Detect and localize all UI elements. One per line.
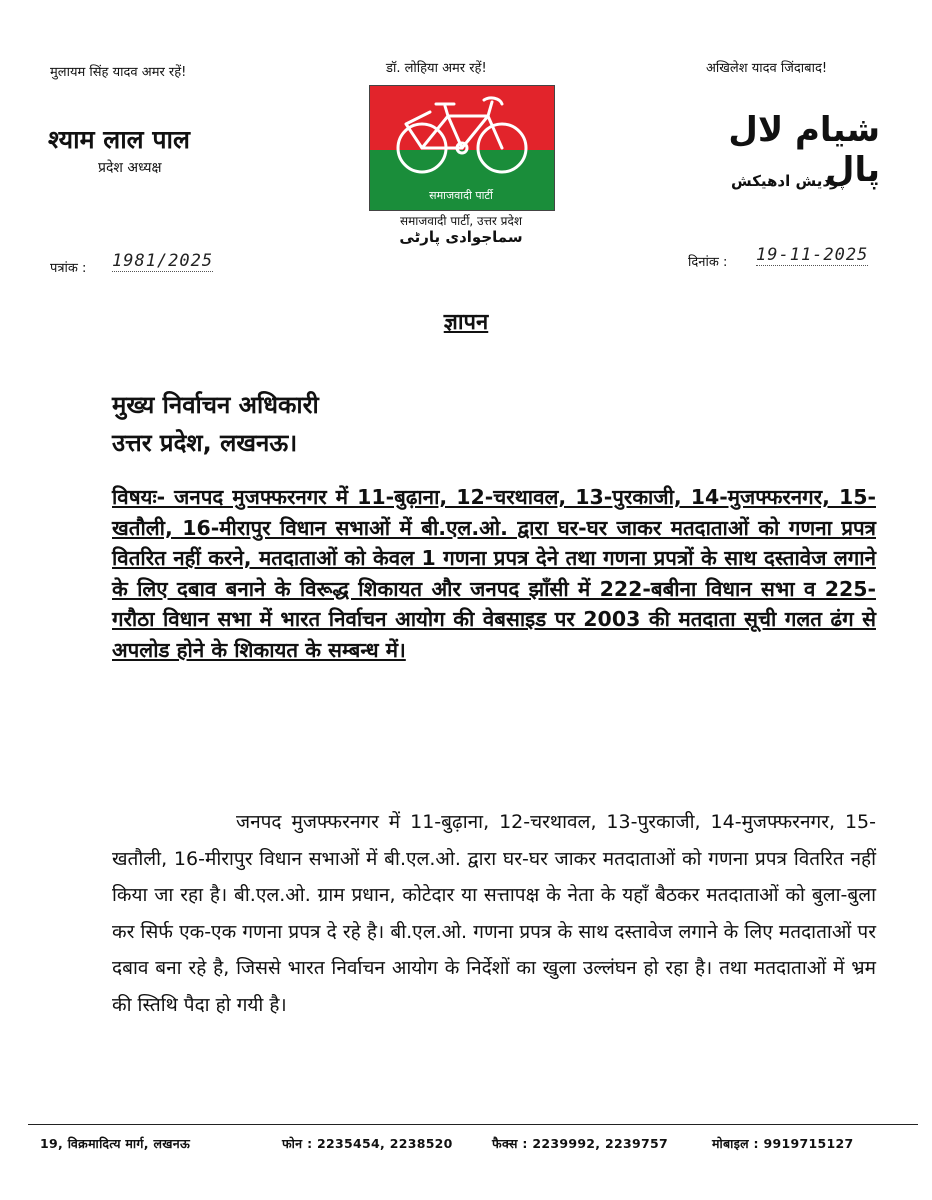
name-urdu: شیام لال پال	[728, 110, 880, 190]
footer-address: 19, विक्रमादित्य मार्ग, लखनऊ	[40, 1136, 191, 1151]
logo-caption: समाजवादी पार्टी	[429, 189, 493, 202]
footer-fax: फैक्स : 2239992, 2239757	[492, 1136, 668, 1151]
name-hindi: श्याम लाल पाल	[48, 125, 190, 154]
addressee	[112, 386, 812, 462]
addressee-line2: उत्तर प्रदेश, लखनऊ।	[112, 429, 298, 457]
bicycle-icon	[390, 94, 534, 178]
designation-urdu: پردیش ادھیکش	[730, 172, 845, 190]
footer-rule	[28, 1124, 918, 1125]
footer-mobile: मोबाइल : 9919715127	[712, 1136, 854, 1151]
addressee-line1: मुख्य निर्वाचन अधिकारी	[112, 391, 319, 419]
party-line: समाजवादी पार्टी, उत्तर प्रदेश	[399, 214, 523, 228]
subject-paragraph: विषयः- जनपद मुजफ्फरनगर में 11-बुढ़ाना, 12-चरथावल, 13-पुरकाजी, 14-मुजफ्फरनगर, 15-खतौली, 16-मीरापुर विधान सभाओं में बी.एल.ओ. द्वारा घर-घर जाकर मतदाताओं को गणना प्रपत्र वितरित नहीं करने, मतदाताओं को केवल 1 गणना प्रपत्र देने तथा गणना प्रपत्रों के साथ दस्तावेज लगाने के लिए दबाव बनाने के विरूद्ध शिकायत और जनपद झाँसी में 222-बबीना विधान सभा व 225-गरौठा विधान सभा में भारत निर्वाचन आयोग की वेबसाइड पर 2003 की मतदाता सूची गलत ढंग से अपलोड होने के शिकायत के सम्बन्ध में।	[112, 485, 876, 662]
date-value: 19-11-2025	[756, 245, 869, 265]
designation-hindi: प्रदेश अध्यक्ष	[98, 160, 162, 176]
slogan-left: मुलायम सिंह यादव अमर रहें!	[50, 65, 187, 80]
ref-label: पत्रांक :	[50, 261, 87, 276]
date-label: दिनांक :	[688, 255, 728, 270]
party-urdu: سماجوادی پارٹی	[399, 228, 523, 246]
slogan-right: अखिलेश यादव जिंदाबाद!	[706, 61, 828, 76]
ref-value: 1981/2025	[112, 251, 214, 271]
body-paragraph: जनपद मुजफ्फरनगर में 11-बुढ़ाना, 12-चरथावल, 13-पुरकाजी, 14-मुजफ्फरनगर, 15-खतौली, 16-मीरापुर विधान सभाओं में बी.एल.ओ. द्वारा घर-घर जाकर मतदाताओं को गणना प्रपत्र वितरित नहीं किया जा रहा है। बी.एल.ओ. ग्राम प्रधान, कोटेदार या सत्तापक्ष के नेता के यहाँ बैठकर मतदाताओं को बुला-बुला कर सिर्फ एक-एक गणना प्रपत्र दे रहे है। बी.एल.ओ. गणना प्रपत्र के साथ दस्तावेज लगाने के लिए मतदाताओं पर दबाव बना रहे है, जिससे भारत निर्वाचन आयोग के निर्देशों का खुला उल्लंघन हो रहा है। तथा मतदाताओं में भ्रम की स्तिथि पैदा हो गयी है।	[112, 811, 876, 1016]
document-heading: ज्ञापन	[443, 310, 489, 335]
footer-phone: फोन : 2235454, 2238520	[282, 1136, 453, 1151]
slogan-center: डॉ. लोहिया अमर रहें!	[386, 61, 487, 76]
